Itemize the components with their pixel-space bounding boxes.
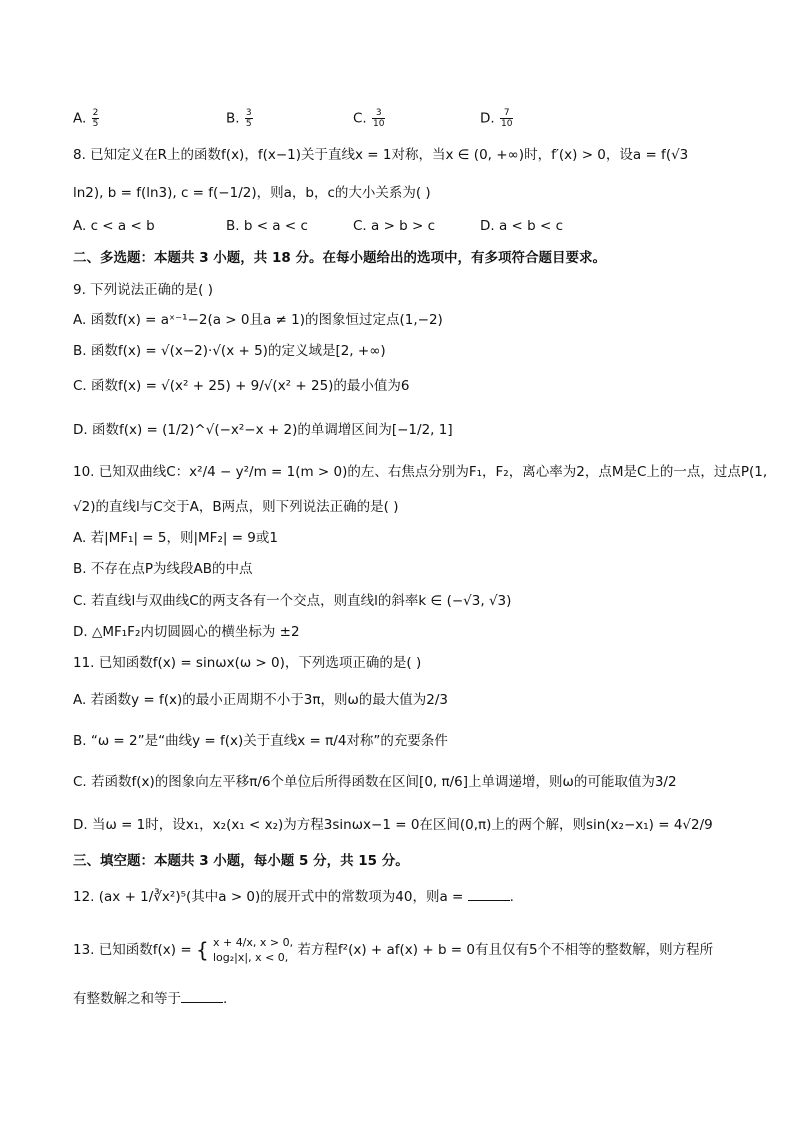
q9-stem: 9. 下列说法正确的是( ) [73,282,213,298]
q11-stem: 11. 已知函数f(x) = sinωx(ω > 0)，下列选项正确的是( ) [73,655,422,671]
q7-option-d: D. $\frac{7}{10}$ [480,108,513,129]
q13-stem-line1: 13. 已知函数f(x) = { x + 4/x, x > 0, log₂|x|, x < 0, 若方程f²(x) + af(x) + b = 0有且仅有5个不相等的整数解，则方程所 [73,932,713,972]
q10-stem-line1: 10. 已知双曲线C：x²/4 − y²/m = 1(m > 0)的左、右焦点分别为F₁，F₂，离心率为2，点M是C上的一点，过点P(1, [73,464,768,480]
q10-option-c: C. 若直线l与双曲线C的两支各有一个交点，则直线l的斜率k ∈ (−√3, √3) [73,593,512,609]
q10-stem-line2: √2)的直线l与C交于A，B两点，则下列说法正确的是( ) [73,499,399,515]
q12-stem: 12. (ax + 1/∛x²)⁵(其中a > 0)的展开式中的常数项为40，则a = . [73,889,514,905]
q9-option-c: C. 函数f(x) = √(x² + 25) + 9/√(x² + 25)的最小值为6 [73,378,410,394]
fraction: $\frac{3}{10}$ [373,108,385,129]
fraction: $\frac{2}{5}$ [92,108,99,129]
q10-option-d: D. △MF₁F₂内切圆圆心的横坐标为 ±2 [73,624,300,640]
q7-option-c: C. $\frac{3}{10}$ [353,108,385,129]
q9-option-d: D. 函数f(x) = (1/2)^√(−x²−x + 2)的单调增区间为[−1/2, 1] [73,422,453,438]
q8-option-c: C. a > b > c [353,218,436,234]
q8-option-a: A. c < a < b [73,218,155,234]
fraction: $\frac{7}{10}$ [500,108,513,129]
q10-option-b: B. 不存在点P为线段AB的中点 [73,561,253,577]
q11-option-a: A. 若函数y = f(x)的最小正周期不小于3π，则ω的最大值为2/3 [73,692,448,708]
q8-stem-line1: 8. 已知定义在R上的函数f(x)，f(x−1)关于直线x = 1对称，当x ∈ (0, +∞)时，f′(x) > 0，设a = f(√3 [73,147,689,163]
fraction: $\frac{3}{5}$ [245,108,252,129]
q10-option-a: A. 若|MF₁| = 5，则|MF₂| = 9或1 [73,530,278,546]
brace: { [195,938,209,962]
section-heading-fill-in: 三、填空题：本题共 3 小题，每小题 5 分，共 15 分。 [73,853,409,869]
q8-option-b: B. b < a < c [226,218,308,234]
q7-option-a: A. $\frac{2}{5}$ [73,108,99,129]
q11-option-b: B. “ω = 2”是“曲线y = f(x)关于直线x = π/4对称”的充要条件 [73,733,448,749]
answer-blank[interactable] [468,888,510,901]
q13-stem-line2: 有整数解之和等于 . [73,991,228,1007]
q8-option-d: D. a < b < c [480,218,564,234]
q9-option-a: A. 函数f(x) = aˣ⁻¹−2(a > 0且a ≠ 1)的图象恒过定点(1,−2) [73,312,443,328]
q8-stem-line2: ln2), b = f(ln3), c = f(−1/2)，则a，b，c的大小关系为( ) [73,185,431,201]
q9-option-b: B. 函数f(x) = √(x−2)·√(x + 5)的定义域是[2, +∞) [73,343,386,359]
answer-blank[interactable] [181,990,223,1003]
q11-option-d: D. 当ω = 1时，设x₁，x₂(x₁ < x₂)为方程3sinωx−1 = 0在区间(0,π)上的两个解，则sin(x₂−x₁) = 4√2/9 [73,817,713,833]
q11-option-c: C. 若函数f(x)的图象向左平移π/6个单位后所得函数在区间[0, π/6]上单调递增，则ω的可能取值为3/2 [73,774,677,790]
q7-option-b: B. $\frac{3}{5}$ [226,108,252,129]
piecewise-cases: x + 4/x, x > 0, log₂|x|, x < 0, [212,936,294,964]
section-heading-multiple-choice: 二、多选题：本题共 3 小题，共 18 分。在每小题给出的选项中，有多项符合题目要求。 [73,250,606,266]
